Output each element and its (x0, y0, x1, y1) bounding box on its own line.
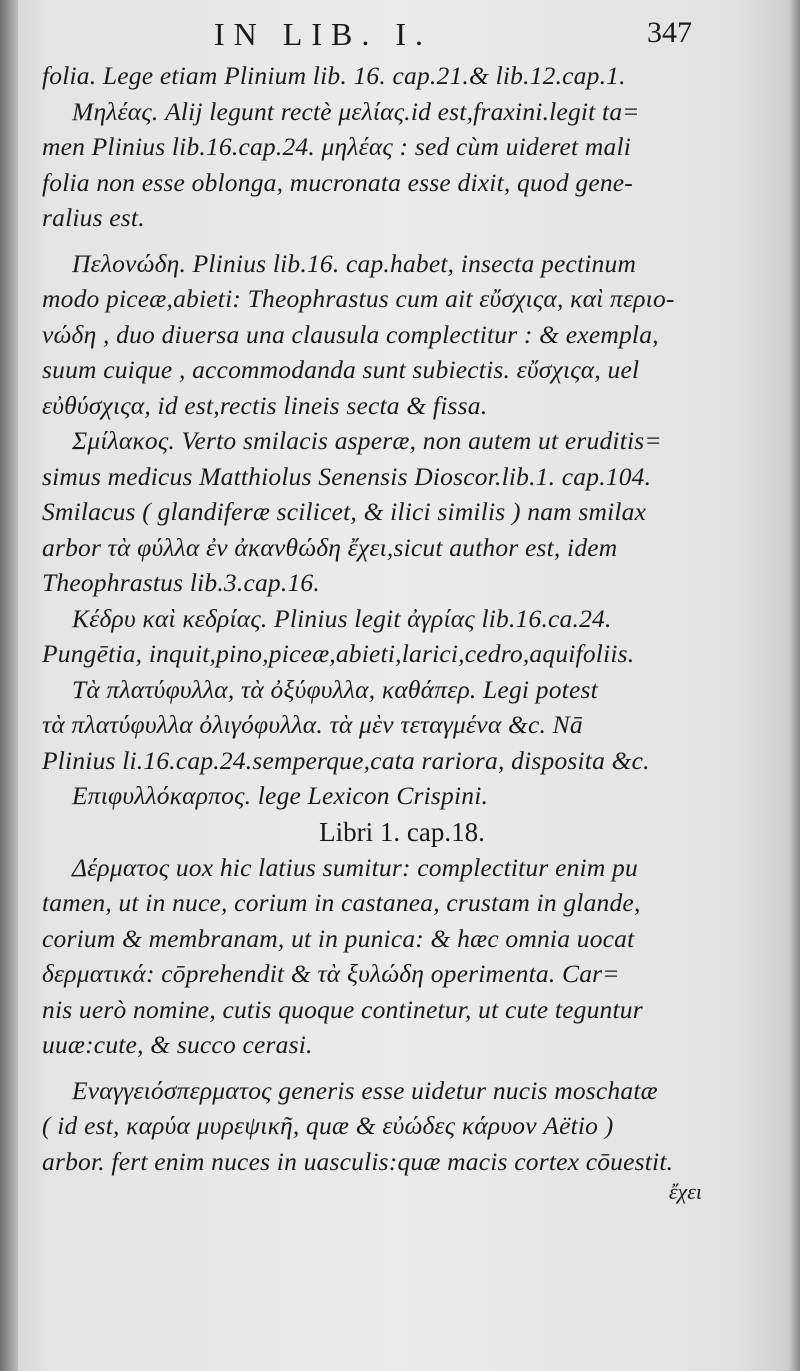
text-line: arbor. fert enim nuces in uasculis:quæ macis cortex cōuestit. (42, 1146, 674, 1176)
text-line: τὰ πλατύφυλλα ὀλιγόφυλλα. τὰ μὲν τεταγμένα &c. Nā (42, 710, 583, 739)
page-content (42, 14, 732, 1213)
text-line: Plinius li.16.cap.24.semperque,cata rariora, disposita &c. (42, 745, 650, 775)
text-line: Theophrastus lib.3.cap.16. (42, 568, 320, 597)
text-line: uuæ:cute, & succo cerasi. (42, 1030, 313, 1059)
page-number: 347 (647, 16, 692, 49)
text-line: folia. Lege etiam Plinium lib. 16. cap.21.& lib.12.cap.1. (42, 61, 626, 90)
text-line: suum cuique , accommodanda sunt subiectis. εὔσχιςα, uel (42, 355, 640, 384)
text-line: Σμίλακος. Verto smilacis asperæ, non autem ut eruditis= (72, 426, 662, 455)
text-line: arbor τὰ φύλλα ἐν ἀκανθώδη ἔχει,sicut author est, idem (42, 532, 618, 562)
text-line: Μηλέας. Alij legunt rectè μελίας.id est,fraxini.legit ta= (72, 96, 640, 126)
text-line: men Plinius lib.16.cap.24. μηλέας : sed cùm uideret mali (42, 132, 632, 161)
text-line: corium & membranam, ut in punica: & hæc omnia uocat (42, 923, 635, 953)
text-line: Πελονώδη. Plinius lib.16. cap.habet, insecta pectinum (72, 248, 637, 278)
text-line: δερματικά: cōprehendit & τὰ ξυλώδη operimenta. Car= (42, 959, 620, 988)
page-edge-shadow (788, 0, 800, 1371)
text-line: ralius est. (42, 203, 145, 232)
text-line: modo piceæ,abieti: Theophrastus cum ait εὔσχιςα, καὶ περιο- (42, 284, 675, 313)
chapter-subheading: Libri 1. cap.18. (319, 816, 485, 847)
running-head: IN LIB. I. (214, 16, 432, 52)
text-line: Pungētia, inquit,pino,piceæ,abieti,larici,cedro,aquifoliis. (42, 639, 635, 668)
page-gutter-shadow (0, 0, 18, 1371)
text-line: νώδη , duo diuersa una clausula complectitur : & exempla, (42, 319, 659, 349)
text-line: Τὰ πλατύφυλλα, τὰ ὀξύφυλλα, καθάπερ. Legi potest (72, 674, 598, 704)
catchword: ἔχει (668, 1179, 702, 1204)
page-header (42, 14, 732, 58)
text-line: tamen, ut in nuce, corium in castanea, crustam in glande, (42, 888, 641, 917)
text-line: simus medicus Matthiolus Senensis Dioscor.lib.1. cap.104. (42, 461, 652, 491)
text-line: ( id est, καρύα μυρεψικῆ, quæ & εὐώδες κάρυον Aëtio ) (42, 1111, 614, 1140)
text-line: Smilacus ( glandiferæ scilicet, & ilici similis ) nam smilax (42, 497, 647, 526)
text-line: Εναγγειόσπερματος generis esse uidetur nucis moschatæ (72, 1075, 658, 1105)
text-line: εὐθύσχιςα, id est,rectis lineis secta & fissa. (42, 390, 488, 420)
text-line: Δέρματος uox hic latius sumitur: complectitur enim pu (72, 852, 638, 882)
text-line: Κέδρυ καὶ κεδρίας. Plinius legit ἀγρίας lib.16.ca.24. (72, 603, 612, 633)
text-line: nis uerò nomine, cutis quoque continetur, ut cute teguntur (42, 994, 643, 1024)
text-line: Επιφυλλόκαρπος. lege Lexicon Crispini. (72, 781, 489, 810)
catchword-row (42, 1179, 732, 1213)
text-line: folia non esse oblonga, mucronata esse dixit, quod gene- (42, 167, 634, 197)
